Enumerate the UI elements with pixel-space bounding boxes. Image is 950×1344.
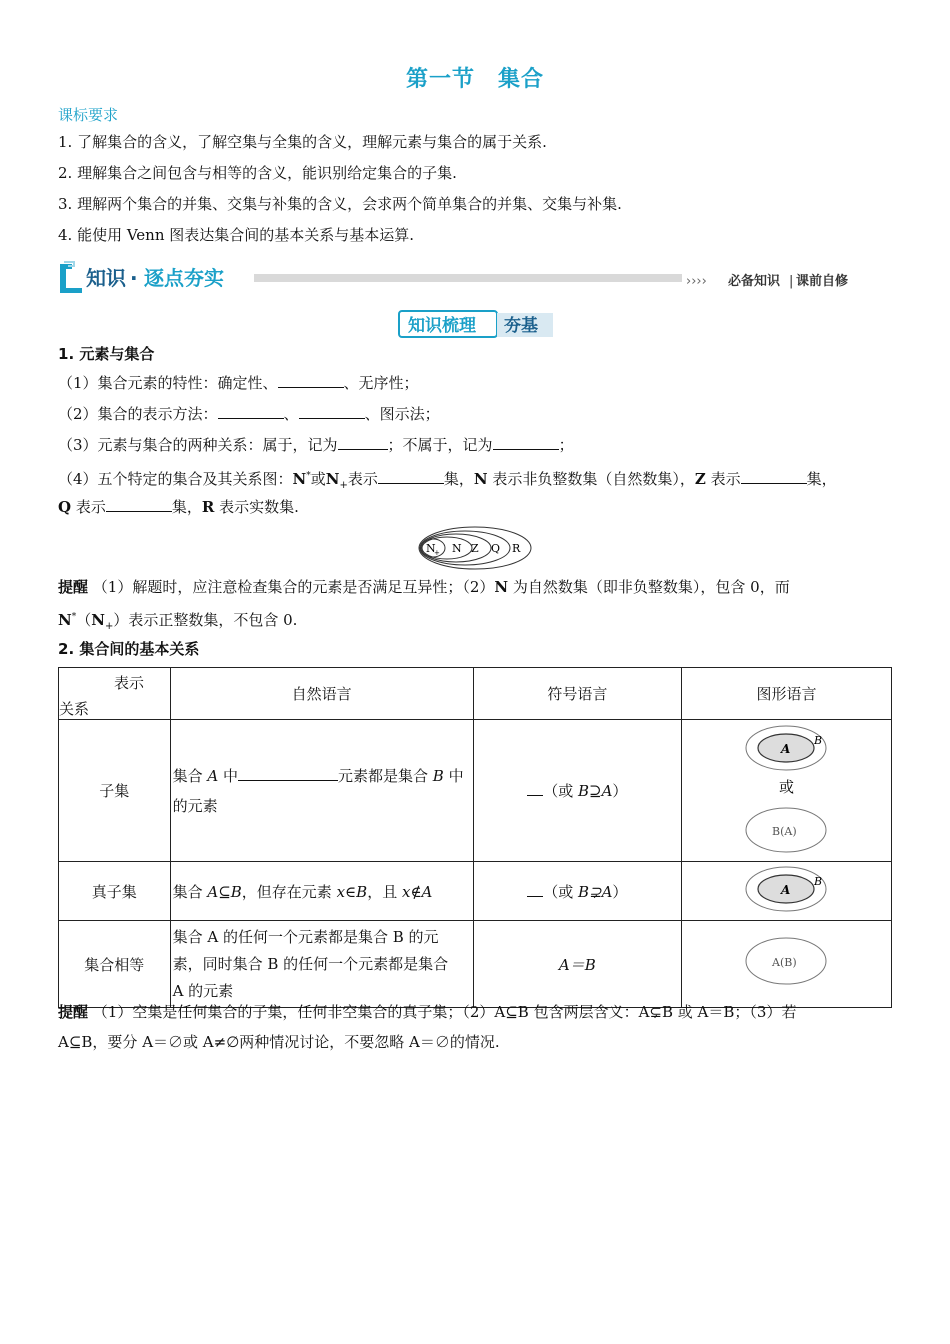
figure-cell <box>681 921 891 1008</box>
requirements-label: 课标要求 <box>58 106 119 124</box>
fill-blank <box>493 435 559 450</box>
symbol-cell: A＝B <box>473 921 681 1008</box>
sub-banner <box>396 308 556 340</box>
tip2-line2: A⊆B，要分 A＝∅或 A≠∅两种情况讨论，不要忽略 A＝∅的情况. <box>58 1033 500 1051</box>
banner-bracket-icon <box>60 264 82 293</box>
svg-text:A: A <box>780 742 791 756</box>
table-row <box>59 921 892 1008</box>
label-n: N <box>452 542 462 555</box>
table-row <box>59 720 892 862</box>
fill-blank <box>378 469 444 484</box>
section1-line2: （2）集合的表示方法： 、 、图示法； <box>58 405 440 423</box>
banner-bar <box>254 274 682 282</box>
tip1-line2: $N^*(N_+)$表示正整数集，不包含 0. <box>58 611 298 632</box>
figure-cell <box>681 862 891 921</box>
header-cell: 图形语言 <box>681 668 891 720</box>
row-name: 集合相等 <box>59 921 171 1008</box>
natural-language-cell: 集合 A 的任何一个元素都是集合 B 的元 素，同时集合 B 的任何一个元素都是集合 A 的元素 <box>170 921 473 1008</box>
corner-bottom: 关系 <box>59 700 90 718</box>
requirement-item: 3. 理解两个集合的并集、交集与补集的含义，会求两个简单集合的并集、交集与补集. <box>58 195 622 213</box>
subset-venn-figures <box>682 720 891 857</box>
fill-blank <box>106 497 172 512</box>
section1-line3: （3）元素与集合的两种关系：属于，记为 ；不属于，记为 ； <box>58 436 574 454</box>
section-banner <box>58 260 898 296</box>
fill-blank <box>218 404 284 419</box>
fill-blank <box>527 882 543 897</box>
sub-banner-plain: 夯基 <box>504 316 538 336</box>
svg-text:B: B <box>813 734 823 747</box>
svg-text:B: B <box>813 875 823 888</box>
svg-text:A(B): A(B) <box>771 956 797 969</box>
label-z: Z <box>471 542 479 555</box>
header-cell: 符号语言 <box>473 668 681 720</box>
banner-left-text2: 逐点夯实 <box>144 266 224 290</box>
label-nplus: N <box>426 542 436 555</box>
banner-separator: | <box>789 274 794 289</box>
nested-sets-diagram <box>416 524 536 572</box>
section2-heading: 2. 集合间的基本关系 <box>58 640 200 658</box>
equal-sets-venn <box>682 921 891 1003</box>
fill-blank <box>741 469 807 484</box>
section1-heading: 1. 元素与集合 <box>58 345 155 363</box>
proper-subset-venn <box>682 862 891 916</box>
fill-blank <box>527 781 543 796</box>
label-r: R <box>512 542 521 555</box>
page-title: 第一节 集合 <box>405 67 544 92</box>
section1-line1: （1）集合元素的特性：确定性、 、无序性； <box>58 374 419 392</box>
svg-text:或: 或 <box>778 778 794 796</box>
row-name: 真子集 <box>59 862 171 921</box>
label-nplus-sub: + <box>434 549 440 557</box>
tip2-line1: 提醒 （1）空集是任何集合的子集，任何非空集合的真子集；（2）A⊆B 包含两层含义：A⊊B 或 A＝B；（3）若 <box>58 1003 797 1021</box>
requirement-item: 2. 理解集合之间包含与相等的含义，能识别给定集合的子集. <box>58 164 457 182</box>
row-name: 子集 <box>59 720 171 862</box>
requirement-item: 4. 能使用 Venn 图表达集合间的基本关系与基本运算. <box>58 226 415 244</box>
fill-blank <box>238 766 338 781</box>
svg-text:B(A): B(A) <box>771 825 797 838</box>
fill-blank <box>338 435 388 450</box>
banner-right-text1: 必备知识 <box>728 274 781 289</box>
corner-cell <box>59 668 171 720</box>
figure-cell <box>681 720 891 862</box>
relations-table <box>58 667 892 1008</box>
fill-blank <box>278 373 344 388</box>
section1-line4: （4）五个特定的集合及其关系图：N*或$N_+$表示 集，N 表示非负整数集（自然数集），Z 表示 集， <box>58 470 837 491</box>
table-header-row <box>59 668 892 720</box>
natural-language-cell: 集合 A⊆B，但存在元素 x∈B，且 x∉A <box>170 862 473 921</box>
symbol-cell: （或 B⊇A） <box>473 720 681 862</box>
natural-language-cell: 集合 A 中 元素都是集合 B 中的元素 <box>170 720 473 862</box>
svg-text:A: A <box>780 883 791 897</box>
requirement-item: 1. 了解集合的含义，了解空集与全集的含义，理解元素与集合的属于关系. <box>58 133 547 151</box>
banner-left-text: 知识 <box>86 266 126 290</box>
section1-line5: Q 表示 集，R 表示实数集. <box>58 498 299 516</box>
sub-banner-boxed: 知识梳理 <box>408 316 476 336</box>
tip1-line1: 提醒 （1）解题时，应注意检查集合的元素是否满足互异性；（2）N 为自然数集（即非负整数集），包含 0，而 <box>58 578 790 596</box>
corner-top: 表示 <box>114 674 145 692</box>
symbol-cell: （或 B⊋A） <box>473 862 681 921</box>
fill-blank <box>299 404 365 419</box>
label-q: Q <box>491 542 501 555</box>
header-cell: 自然语言 <box>170 668 473 720</box>
banner-right-text2: 课前自修 <box>796 274 849 289</box>
banner-arrows: ›››› <box>686 274 707 289</box>
banner-dot: · <box>130 266 138 290</box>
table-row <box>59 862 892 921</box>
